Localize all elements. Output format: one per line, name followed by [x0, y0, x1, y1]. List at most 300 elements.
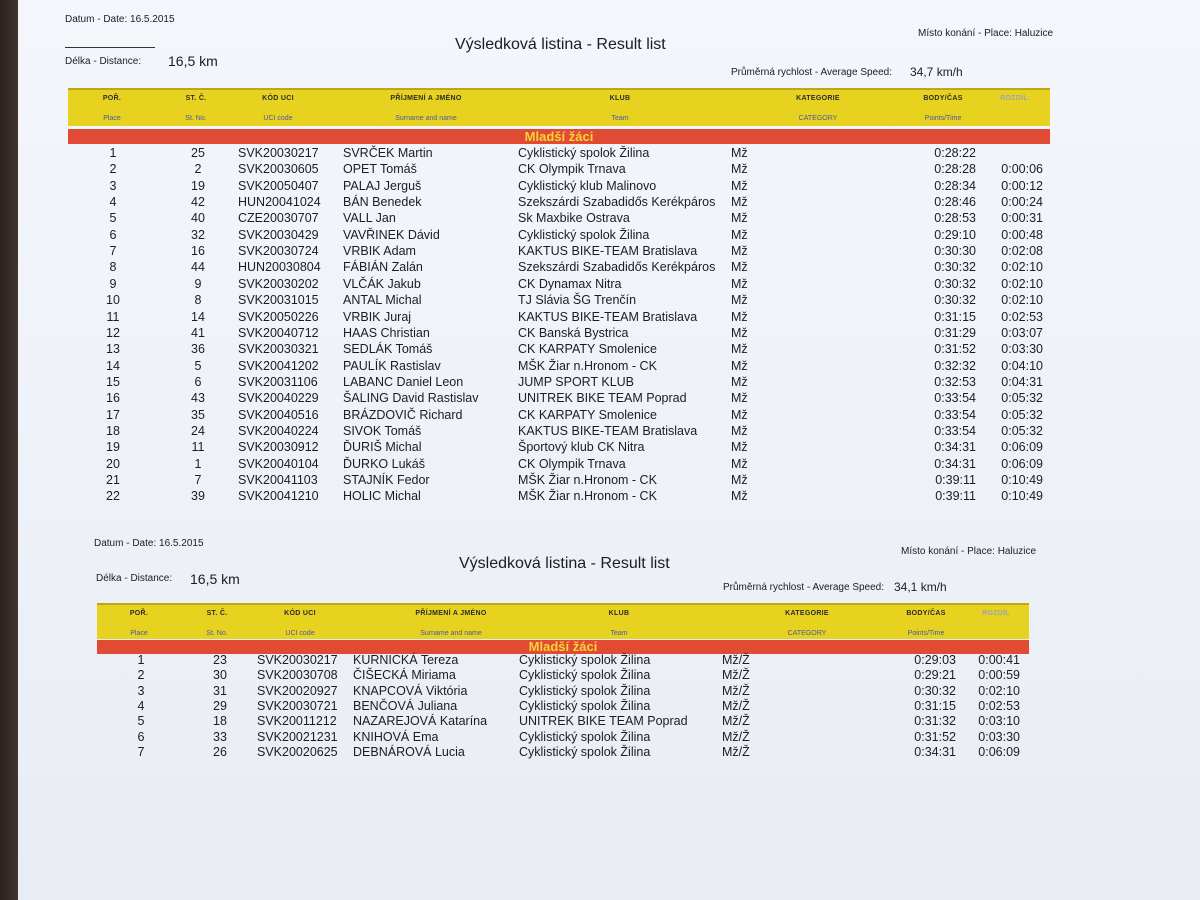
cell-diff: 0:02:10 [1001, 276, 1043, 291]
cell-diff: 0:02:10 [1001, 260, 1043, 275]
cell-pos: 1 [109, 146, 117, 160]
cell-uci: CZE20030707 [238, 211, 319, 226]
cell-time: 0:34:31 [934, 440, 976, 455]
col-club-header: KLUB [608, 610, 630, 617]
cell-name: VRBIK Juraj [343, 309, 412, 324]
table-row [18, 211, 1118, 227]
cell-uci: HUN20030804 [238, 260, 321, 275]
cell-uci: SVK20030429 [238, 227, 319, 242]
cell-diff: 0:00:41 [978, 653, 1020, 667]
cell-time: 0:34:31 [914, 744, 956, 759]
cell-club: CK KARPATY Smolenice [518, 342, 657, 357]
category-band: Mladší žáci [68, 129, 1050, 144]
speed-value: 34,7 km/h [910, 65, 963, 79]
cell-name: BRÁZDOVIČ Richard [343, 407, 463, 422]
cell-name: SVRČEK Martin [343, 146, 433, 160]
col-name-sub: Surname and name [420, 630, 482, 637]
cell-name: SIVOK Tomáš [343, 423, 422, 438]
cell-no: 33 [213, 729, 227, 744]
cell-club: Szekszárdi Szabadidős Kerékpáros [518, 260, 716, 275]
col-no-header: ST. Č. [185, 95, 207, 102]
cell-cat: Mž [731, 489, 748, 504]
cell-time: 0:28:46 [934, 195, 976, 210]
results-paper [18, 0, 1200, 900]
cell-uci: SVK20041210 [238, 489, 319, 504]
cell-name: BENČOVÁ Juliana [353, 698, 458, 713]
cell-time: 0:31:32 [914, 714, 956, 729]
cell-club: Cyklistický spolok Žilina [519, 653, 651, 667]
col-time-sub: Points/Time [924, 115, 962, 122]
cell-no: 30 [213, 668, 227, 683]
table-row [18, 244, 1118, 260]
cell-cat: Mž/Ž [722, 668, 750, 683]
cell-name: HOLIC Michal [343, 489, 421, 504]
cell-pos: 10 [106, 293, 120, 308]
cell-cat: Mž/Ž [722, 698, 750, 713]
cell-pos: 9 [109, 276, 117, 291]
table-row [18, 473, 1118, 489]
cell-no: 35 [191, 407, 205, 422]
cell-time: 0:28:34 [934, 178, 976, 193]
cell-cat: Mž [731, 423, 748, 438]
cell-club: CK Olympik Trnava [518, 162, 626, 177]
cell-diff: 0:04:31 [1001, 374, 1043, 389]
cell-cat: Mž/Ž [722, 653, 750, 667]
cell-diff: 0:06:09 [1001, 456, 1043, 471]
cell-uci: SVK20030912 [238, 440, 319, 455]
table-row [18, 277, 1118, 293]
col-name-header: PŘÍJMENÍ A JMÉNO [415, 610, 487, 617]
cell-no: 14 [191, 309, 205, 324]
place-text: Místo konání - Place: Haluzice [901, 546, 1037, 557]
place-text: Místo konání - Place: Haluzice [918, 28, 1054, 39]
table-row [18, 179, 1118, 195]
cell-uci: SVK20050226 [238, 309, 319, 324]
cell-club: CK Dynamax Nitra [518, 276, 622, 291]
table-header [68, 88, 1050, 126]
table-row [18, 326, 1118, 342]
cell-club: KAKTUS BIKE-TEAM Bratislava [518, 309, 698, 324]
cell-club: UNITREK BIKE TEAM Poprad [518, 391, 687, 406]
cell-club: KAKTUS BIKE-TEAM Bratislava [518, 423, 698, 438]
cell-uci: SVK20030217 [238, 146, 319, 160]
cell-diff: 0:06:09 [1001, 440, 1043, 455]
table-row [18, 408, 1118, 424]
col-pos-header: POŘ. [102, 95, 122, 102]
col-pos-sub: Place [103, 115, 121, 122]
cell-no: 26 [213, 744, 227, 759]
table-row [18, 293, 1118, 309]
cell-no: 19 [191, 178, 205, 193]
cell-cat: Mž/Ž [722, 729, 750, 744]
cell-time: 0:33:54 [934, 391, 976, 406]
cell-pos: 17 [106, 407, 120, 422]
cell-club: CK Olympik Trnava [518, 456, 626, 471]
cell-no: 32 [191, 227, 205, 242]
cell-name: KNIHOVÁ Ema [353, 729, 439, 744]
cell-diff: 0:02:53 [978, 698, 1020, 713]
cell-no: 16 [191, 244, 205, 259]
cell-uci: SVK20021231 [257, 729, 338, 744]
cell-diff: 0:02:10 [1001, 293, 1043, 308]
cell-club: TJ Slávia ŠG Trenčín [518, 293, 637, 308]
category-band: Mladší žáci [97, 640, 1029, 654]
cell-time: 0:31:15 [934, 309, 976, 324]
cell-time: 0:32:53 [934, 374, 976, 389]
cell-diff: 0:03:07 [1001, 325, 1043, 340]
cell-diff: 0:00:59 [978, 668, 1020, 683]
distance-label: Délka - Distance: [96, 573, 173, 584]
cell-name: STAJNÍK Fedor [343, 473, 430, 487]
table-row [18, 228, 1118, 244]
cell-time: 0:31:52 [914, 729, 956, 744]
cell-cat: Mž [731, 440, 748, 455]
cell-name: SEDLÁK Tomáš [343, 342, 433, 357]
cell-cat: Mž [731, 260, 748, 275]
col-uci-sub: UCI code [263, 115, 293, 122]
cell-diff: 0:05:32 [1001, 391, 1043, 406]
cell-time: 0:33:54 [934, 407, 976, 422]
table-row [18, 310, 1118, 326]
col-no-sub: St. No. [206, 630, 228, 637]
cell-pos: 15 [106, 374, 120, 389]
cell-no: 36 [191, 342, 205, 357]
cell-cat: Mž [731, 309, 748, 324]
distance-value: 16,5 km [190, 571, 240, 587]
cell-no: 18 [213, 714, 227, 729]
cell-club: UNITREK BIKE TEAM Poprad [519, 714, 688, 729]
cell-uci: HUN20041024 [238, 195, 321, 210]
cell-cat: Mž/Ž [722, 744, 750, 759]
cell-uci: SVK20020625 [257, 744, 338, 759]
cell-pos: 2 [109, 162, 117, 177]
col-name-sub: Surname and name [395, 115, 457, 122]
cell-club: Szekszárdi Szabadidős Kerékpáros [518, 195, 716, 210]
cell-diff: 0:04:10 [1001, 358, 1043, 373]
cell-name: VRBIK Adam [343, 244, 416, 259]
cell-club: MŠK Žiar n.Hronom - CK [518, 358, 657, 373]
cell-pos: 16 [106, 391, 120, 406]
cell-pos: 2 [137, 668, 145, 683]
cell-diff: 0:03:30 [1001, 342, 1043, 357]
cell-uci: SVK20040712 [238, 325, 319, 340]
cell-name: ANTAL Michal [343, 293, 422, 308]
cell-name: NAZAREJOVÁ Katarína [353, 714, 488, 729]
cell-uci: SVK20040104 [238, 456, 319, 471]
table-row [18, 699, 1118, 715]
cell-no: 25 [191, 146, 205, 160]
cell-name: VALL Jan [343, 211, 396, 226]
cell-time: 0:30:32 [934, 293, 976, 308]
cell-pos: 22 [106, 489, 120, 504]
cell-club: Cyklistický spolok Žilina [519, 668, 651, 683]
table-row [18, 146, 1118, 162]
cell-uci: SVK20050407 [238, 178, 319, 193]
cell-pos: 4 [109, 195, 117, 210]
cell-cat: Mž [731, 227, 748, 242]
cell-pos: 5 [109, 211, 117, 226]
col-time-header: BODY/ČAS [906, 610, 946, 617]
cell-club: JUMP SPORT KLUB [518, 374, 635, 389]
cell-uci: SVK20030217 [257, 653, 338, 667]
col-no-sub: St. No. [185, 115, 207, 122]
cell-club: Cyklistický spolok Žilina [519, 698, 651, 713]
cell-no: 44 [191, 260, 205, 275]
cell-uci: SVK20030321 [238, 342, 319, 357]
divider [65, 47, 155, 48]
cell-club: MŠK Žiar n.Hronom - CK [518, 489, 657, 504]
cell-name: ĎURKO Lukáš [343, 456, 425, 471]
speed-label: Průměrná rychlost - Average Speed: [731, 67, 893, 78]
table-row [18, 489, 1118, 505]
cell-diff: 0:02:53 [1001, 309, 1043, 324]
cell-diff: 0:05:32 [1001, 423, 1043, 438]
cell-club: CK KARPATY Smolenice [518, 407, 657, 422]
cell-cat: Mž [731, 211, 748, 226]
table-row [18, 714, 1118, 730]
cell-time: 0:30:32 [914, 683, 956, 698]
col-cat-sub: CATEGORY [787, 630, 827, 637]
cell-club: Športový klub CK Nitra [518, 440, 645, 455]
cell-cat: Mž [731, 391, 748, 406]
date-text: Datum - Date: 16.5.2015 [65, 14, 175, 25]
cell-diff: 0:03:30 [978, 729, 1020, 744]
cell-diff: 0:02:10 [978, 683, 1020, 698]
cell-uci: SVK20020927 [257, 683, 338, 698]
cell-club: Sk Maxbike Ostrava [518, 211, 630, 226]
cell-club: Cyklistický spolok Žilina [518, 227, 650, 242]
cell-cat: Mž [731, 473, 748, 487]
cell-uci: SVK20040224 [238, 423, 319, 438]
col-diff-header: ROZDÍL [1000, 95, 1028, 102]
cell-pos: 3 [137, 683, 145, 698]
cell-pos: 4 [137, 698, 145, 713]
cell-time: 0:39:11 [935, 473, 976, 487]
cell-club: KAKTUS BIKE-TEAM Bratislava [518, 244, 698, 259]
cell-diff: 0:06:09 [978, 744, 1020, 759]
cell-pos: 7 [109, 244, 117, 259]
cell-pos: 19 [106, 440, 120, 455]
cell-no: 29 [213, 698, 227, 713]
cell-club: CK Banská Bystrica [518, 325, 629, 340]
table-row [18, 730, 1118, 746]
cell-time: 0:28:53 [934, 211, 976, 226]
cell-no: 9 [194, 276, 202, 291]
col-cat-sub: CATEGORY [798, 115, 838, 122]
cell-pos: 3 [109, 178, 117, 193]
cell-diff: 0:05:32 [1001, 407, 1043, 422]
cell-no: 23 [213, 653, 227, 667]
cell-no: 40 [191, 211, 205, 226]
table-row [18, 424, 1118, 440]
cell-no: 43 [191, 391, 205, 406]
cell-time: 0:29:03 [914, 653, 956, 667]
cell-cat: Mž [731, 178, 748, 193]
cell-time: 0:29:21 [914, 668, 956, 683]
cell-club: MŠK Žiar n.Hronom - CK [518, 473, 657, 487]
cell-uci: SVK20041103 [238, 473, 318, 487]
cell-name: HAAS Christian [343, 325, 430, 340]
cell-no: 6 [194, 374, 202, 389]
table-row [18, 359, 1118, 375]
cell-time: 0:31:29 [934, 325, 976, 340]
col-club-sub: Team [610, 630, 628, 637]
cell-name: ČIŠECKÁ Miriama [353, 668, 456, 683]
cell-name: OPET Tomáš [343, 162, 417, 177]
cell-uci: SVK20030202 [238, 276, 319, 291]
cell-diff: 0:10:49 [1001, 473, 1043, 487]
cell-uci: SVK20030708 [257, 668, 338, 683]
table-row [18, 653, 1118, 669]
cell-pos: 11 [106, 309, 120, 324]
cell-cat: Mž [731, 407, 748, 422]
cell-no: 8 [194, 293, 202, 308]
cell-cat: Mž [731, 358, 748, 373]
cell-no: 1 [194, 456, 202, 471]
cell-pos: 20 [106, 456, 120, 471]
table-row [18, 162, 1118, 178]
table-row [18, 260, 1118, 276]
cell-no: 2 [194, 162, 202, 177]
col-no-header: ST. Č. [206, 610, 228, 617]
cell-diff: 0:03:10 [978, 714, 1020, 729]
cell-no: 41 [191, 325, 205, 340]
col-cat-header: KATEGORIE [796, 95, 840, 102]
table-row [18, 195, 1118, 211]
table-row [18, 684, 1118, 700]
cell-no: 5 [194, 358, 202, 373]
cell-pos: 14 [106, 358, 120, 373]
page-title: Výsledková listina - Result list [455, 36, 666, 53]
table-row [18, 391, 1118, 407]
cell-pos: 18 [106, 423, 120, 438]
cell-pos: 6 [109, 227, 117, 242]
cell-pos: 6 [137, 729, 145, 744]
speed-value: 34,1 km/h [894, 580, 947, 594]
speed-label: Průměrná rychlost - Average Speed: [723, 582, 885, 593]
cell-no: 39 [191, 489, 205, 504]
cell-name: VLČÁK Jakub [343, 276, 421, 291]
cell-name: LABANC Daniel Leon [343, 374, 464, 389]
col-club-sub: Team [611, 115, 629, 122]
cell-uci: SVK20030605 [238, 162, 319, 177]
cell-time: 0:34:31 [934, 456, 976, 471]
date-text: Datum - Date: 16.5.2015 [94, 538, 204, 549]
cell-diff: 0:00:48 [1001, 227, 1043, 242]
cell-time: 0:39:11 [935, 489, 976, 504]
cell-name: PAULÍK Rastislav [343, 358, 441, 373]
cell-uci: SVK20040516 [238, 407, 319, 422]
col-diff-header: ROZDÍL [982, 610, 1010, 617]
cell-cat: Mž [731, 325, 748, 340]
col-pos-header: POŘ. [129, 610, 149, 617]
cell-name: KNAPCOVÁ Viktória [353, 683, 468, 698]
cell-diff: 0:00:06 [1001, 162, 1043, 177]
cell-pos: 8 [109, 260, 117, 275]
cell-club: Cyklistický spolok Žilina [519, 683, 651, 698]
distance-value: 16,5 km [168, 53, 218, 69]
cell-pos: 7 [137, 744, 145, 759]
table-row [18, 342, 1118, 358]
cell-cat: Mž [731, 456, 748, 471]
cell-diff: 0:00:12 [1001, 178, 1043, 193]
cell-pos: 5 [137, 714, 145, 729]
table-header [97, 603, 1029, 639]
cell-time: 0:31:52 [934, 342, 976, 357]
cell-no: 24 [191, 423, 205, 438]
cell-name: FÁBIÁN Zalán [343, 260, 423, 275]
cell-no: 11 [191, 440, 205, 455]
cell-time: 0:29:10 [934, 227, 976, 242]
cell-time: 0:30:30 [934, 244, 976, 259]
table-row [18, 745, 1118, 761]
cell-time: 0:28:28 [934, 162, 976, 177]
col-uci-header: KÓD UCI [284, 610, 316, 617]
cell-club: Cyklistický spolok Žilina [519, 729, 651, 744]
table-row [18, 457, 1118, 473]
cell-time: 0:31:15 [914, 698, 956, 713]
cell-cat: Mž/Ž [722, 714, 750, 729]
cell-name: KURNICKÁ Tereza [353, 653, 459, 667]
cell-uci: SVK20040229 [238, 391, 319, 406]
cell-pos: 1 [137, 653, 145, 667]
cell-time: 0:30:32 [934, 260, 976, 275]
cell-name: BÁN Benedek [343, 195, 422, 210]
col-uci-header: KÓD UCI [262, 95, 294, 102]
cell-cat: Mž [731, 276, 748, 291]
cell-no: 7 [194, 473, 202, 487]
col-name-header: PŘÍJMENÍ A JMÉNO [390, 95, 462, 102]
cell-uci: SVK20011212 [257, 714, 337, 729]
cell-club: Cyklistický klub Malinovo [518, 178, 657, 193]
cell-cat: Mž [731, 195, 748, 210]
cell-pos: 12 [106, 325, 120, 340]
cell-cat: Mž [731, 374, 748, 389]
cell-club: Cyklistický spolok Žilina [519, 744, 651, 759]
col-club-header: KLUB [609, 95, 631, 102]
cell-diff: 0:00:31 [1001, 211, 1043, 226]
cell-pos: 21 [106, 473, 120, 487]
cell-uci: SVK20031015 [238, 293, 319, 308]
cell-diff: 0:00:24 [1001, 195, 1043, 210]
cell-time: 0:28:22 [934, 146, 976, 160]
cell-name: DEBNÁROVÁ Lucia [353, 744, 465, 759]
table-row [18, 668, 1118, 684]
cell-club: Cyklistický spolok Žilina [518, 146, 650, 160]
cell-cat: Mž [731, 244, 748, 259]
cell-name: ŠALING David Rastislav [343, 391, 479, 406]
cell-cat: Mž/Ž [722, 683, 750, 698]
cell-cat: Mž [731, 146, 748, 160]
cell-time: 0:30:32 [934, 276, 976, 291]
col-time-header: BODY/ČAS [923, 95, 963, 102]
col-time-sub: Points/Time [907, 630, 945, 637]
table-row [18, 375, 1118, 391]
cell-uci: SVK20030724 [238, 244, 319, 259]
col-uci-sub: UCI code [285, 630, 315, 637]
cell-time: 0:33:54 [934, 423, 976, 438]
cell-uci: SVK20031106 [238, 374, 318, 389]
cell-uci: SVK20030721 [257, 698, 338, 713]
cell-cat: Mž [731, 162, 748, 177]
cell-no: 31 [213, 683, 227, 698]
cell-diff: 0:02:08 [1001, 244, 1043, 259]
distance-label: Délka - Distance: [65, 56, 142, 67]
cell-pos: 13 [106, 342, 120, 357]
page-title: Výsledková listina - Result list [459, 555, 670, 572]
cell-name: VAVŘINEK Dávid [343, 227, 440, 242]
cell-time: 0:32:32 [934, 358, 976, 373]
